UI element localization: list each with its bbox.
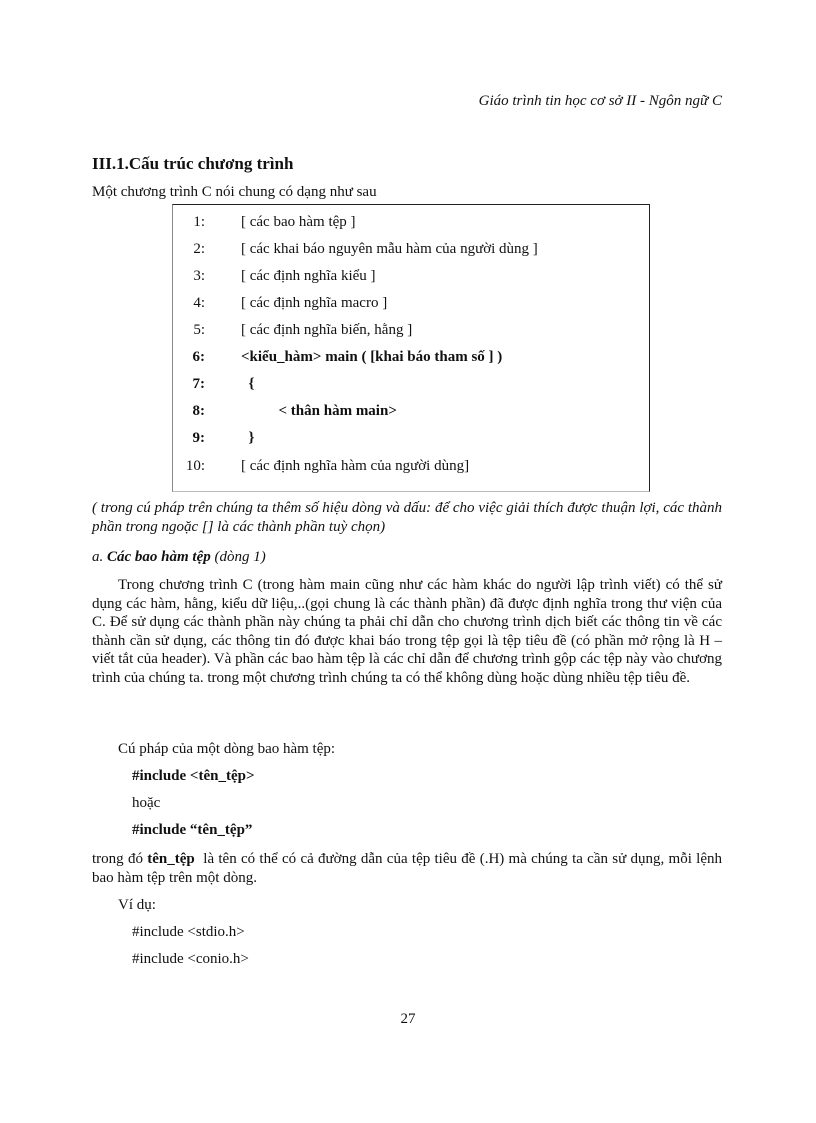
code-text: [ các định nghĩa biến, hằng ]	[241, 322, 413, 338]
code-line	[173, 401, 643, 421]
line-number: 8:	[192, 403, 205, 419]
line-number: 5:	[193, 322, 205, 338]
or-text: hoặc	[132, 795, 161, 811]
code-line	[173, 266, 643, 286]
code-text: <kiểu_hàm> main ( [khai báo tham số ] )	[241, 349, 503, 365]
code-text: [ các khai báo nguyên mẫu hàm của người dùng ]	[241, 241, 538, 257]
code-text: }	[241, 430, 255, 446]
code-text: [ các định nghĩa hàm của người dùng]	[241, 458, 470, 474]
line-number: 7:	[192, 376, 205, 392]
code-structure-box	[172, 204, 650, 492]
line-number: 6:	[192, 349, 205, 365]
code-text: [ các bao hàm tệp ]	[241, 214, 356, 230]
syntax-intro: Cú pháp của một dòng bao hàm tệp:	[118, 741, 336, 757]
line-number: 1:	[193, 214, 205, 230]
code-line	[173, 239, 643, 259]
code-text: {	[241, 376, 255, 392]
line-number: 3:	[193, 268, 205, 284]
include-quote-syntax: #include “tên_tệp”	[132, 822, 253, 838]
section-title: III.1.Cấu trúc chương trình	[92, 154, 294, 173]
where-paragraph	[92, 850, 726, 888]
line-number: 4:	[193, 295, 205, 311]
example-include-conio: #include <conio.h>	[132, 951, 249, 967]
code-line	[173, 212, 643, 232]
running-header: Giáo trình tin học cơ sở II - Ngôn ngữ C	[478, 93, 722, 109]
example-include-stdio: #include <stdio.h>	[132, 924, 245, 940]
syntax-note: ( trong cú pháp trên chúng ta thêm số hiệu dòng và dấu: để cho việc giải thích được thuận lợi, các thành phần trong ngoặc [] là các thành phần tuỳ chọn)	[92, 500, 722, 535]
code-line	[173, 374, 643, 394]
code-text: [ các định nghĩa kiểu ]	[241, 268, 376, 284]
code-text: [ các định nghĩa macro ]	[241, 295, 388, 311]
code-line	[173, 428, 643, 448]
where-term: tên_tệp	[147, 851, 195, 867]
line-number: 10:	[185, 458, 205, 474]
line-number: 2:	[193, 241, 205, 257]
body-paragraph: Trong chương trình C (trong hàm main cũng như các hàm khác do người lập trình viết) có thể sử dụng các hàm, hằng, kiểu dữ liệu,..(gọi chung là các thành phần) đã được định nghĩa trong thư viện của C. Để sử dụng các thành phần này chúng ta phải chỉ dẫn cho chương trình dịch biết các thông tin về các thành cần sử dụng, các thông tin đó được khai báo trong tệp gọi là tệp tiêu đề (có phần mở rộng là H – viết tắt của header). Và phần các bao hàm tệp là các chỉ dẫn để chương trình gộp các tệp này vào chương trình của chúng ta. trong một chương trình chúng ta có thể không dùng hoặc dùng nhiều tệp tiêu đề.	[92, 577, 722, 686]
subsection-label: a.	[92, 549, 104, 565]
intro-text: Một chương trình C nói chung có dạng như sau	[92, 184, 377, 200]
code-line	[173, 456, 643, 476]
subsection-heading	[92, 549, 266, 566]
example-label: Ví dụ:	[118, 897, 156, 913]
code-line	[173, 347, 643, 367]
line-number: 9:	[192, 430, 205, 446]
page-number: 27	[400, 1011, 416, 1027]
subsection-title: Các bao hàm tệp	[107, 549, 211, 565]
subsection-paren: (dòng 1)	[214, 549, 266, 565]
where-rest: là tên có thể có cả đường dẫn của tệp tiêu đề (.H) mà chúng ta cần sử dụng, mỗi lệnh bao hàm tệp trên một dòng.	[92, 851, 726, 886]
code-text: < thân hàm main>	[241, 403, 397, 419]
include-angle-syntax: #include <tên_tệp>	[132, 768, 255, 784]
code-line	[173, 293, 643, 313]
code-line	[173, 320, 643, 340]
where-prefix: trong đó	[92, 851, 148, 867]
